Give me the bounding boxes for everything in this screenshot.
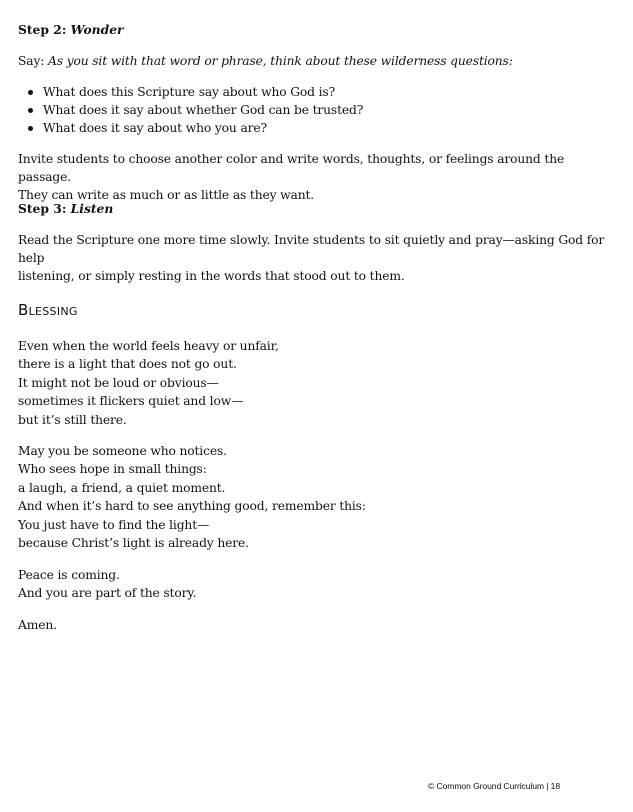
bullet-icon	[28, 108, 33, 113]
bullet-icon	[28, 126, 33, 131]
wilderness-questions-list	[18, 83, 363, 138]
step-2-instruction-line: They can write as much or as little as they want.	[18, 188, 315, 203]
step-3-label: Step 3:	[18, 201, 67, 216]
blessing-closing	[18, 616, 57, 634]
question-text: What does it say about whether God can be trusted?	[43, 103, 364, 118]
step-2-instruction-line: Invite students to choose another color and write words, thoughts, or feelings around the passage.	[18, 152, 565, 185]
poem-line: It might not be loud or obvious—	[18, 375, 219, 390]
say-text: As you sit with that word or phrase, think about these wilderness questions:	[48, 54, 513, 68]
step-2-heading	[18, 21, 124, 39]
poem-line: May you be someone who notices.	[18, 444, 227, 458]
blessing-heading: Blessing	[18, 301, 78, 319]
list-item	[18, 83, 363, 101]
poem-line: Peace is coming.	[18, 568, 120, 582]
poem-line: Even when the world feels heavy or unfair,	[18, 339, 279, 353]
list-item	[18, 119, 363, 137]
blessing-stanza-1	[18, 337, 279, 429]
question-text: What does it say about who you are?	[43, 121, 267, 136]
say-prefix: Say:	[18, 54, 45, 68]
say-instruction	[18, 52, 513, 70]
poem-line: a laugh, a friend, a quiet moment.	[18, 480, 226, 495]
bullet-icon	[28, 90, 33, 95]
step-3-instruction-line: Read the Scripture one more time slowly. Invite students to sit quietly and pray—asking God for help	[18, 233, 605, 266]
poem-line: there is a light that does not go out.	[18, 357, 237, 372]
poem-line: You just have to find the light—	[18, 517, 210, 532]
page-footer: © Common Ground Curriculum | 18	[428, 781, 561, 791]
poem-line: Who sees hope in small things:	[18, 462, 207, 477]
poem-line: but it’s still there.	[18, 412, 127, 427]
step-3-instruction	[18, 231, 618, 286]
blessing-stanza-2	[18, 442, 366, 552]
question-text: What does this Scripture say about who God is?	[43, 85, 336, 99]
poem-line: because Christ’s light is already here.	[18, 536, 249, 551]
step-2-label: Step 2:	[18, 22, 67, 37]
step-3-title: Listen	[70, 201, 114, 216]
step-3-instruction-line: listening, or simply resting in the words that stood out to them.	[18, 269, 405, 284]
poem-line: And you are part of the story.	[18, 586, 197, 601]
closing-line: Amen.	[18, 618, 57, 632]
list-item	[18, 101, 363, 119]
step-2-instruction	[18, 150, 618, 205]
step-3-heading	[18, 200, 113, 218]
blessing-stanza-3	[18, 566, 196, 603]
poem-line: sometimes it flickers quiet and low—	[18, 394, 244, 409]
poem-line: And when it’s hard to see anything good, remember this:	[18, 499, 366, 514]
step-2-title: Wonder	[70, 22, 124, 37]
